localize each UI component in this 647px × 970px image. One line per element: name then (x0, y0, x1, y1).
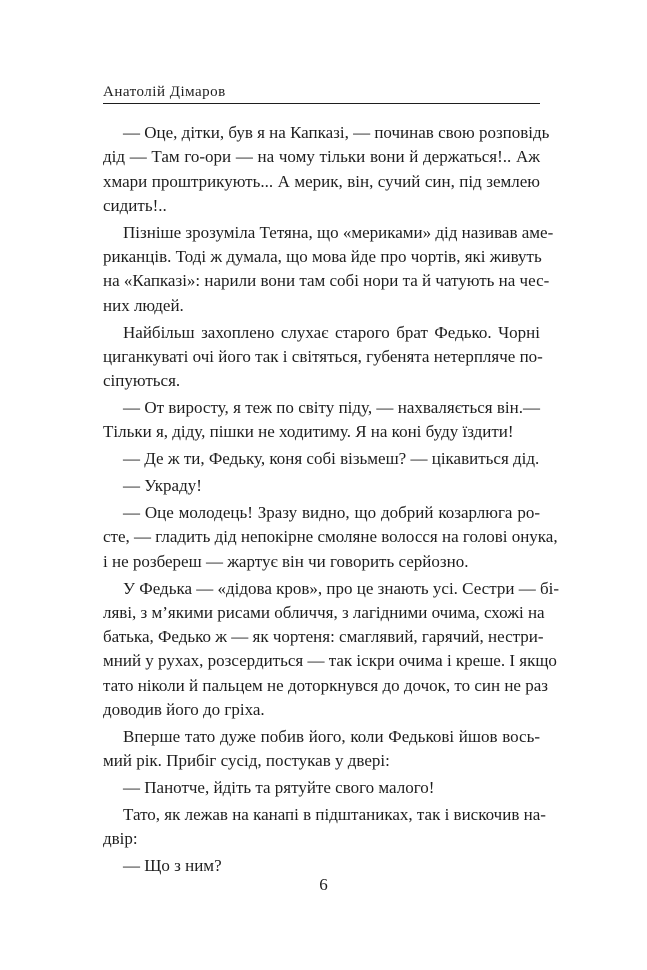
paragraph (103, 803, 546, 852)
text-line: — Оце молодець! Зразу видно, що добрий козарлюга ро- (123, 503, 540, 523)
text-line: сидить!.. (103, 195, 167, 215)
text-line: Вперше тато дуже побив його, коли Федькові йшов вось- (123, 726, 540, 746)
text-line: двір: (103, 829, 138, 849)
paragraph (103, 501, 558, 574)
paragraph (103, 725, 540, 774)
text-line: батька, Федько ж — як чортеня: смаглявий, гарячий, нестри- (103, 627, 544, 647)
text-line: У Федька — «дідова кров», про це знають усі. Сестри — бі- (123, 578, 559, 598)
text-line: — От виросту, я теж по світу піду, — нахваляється він.— (123, 398, 540, 418)
text-line: них людей. (103, 295, 184, 315)
text-line: на «Капказі»: нарили вони там собі нори та й чатують на чес- (103, 271, 550, 291)
text-line: Пізніше зрозуміла Тетяна, що «мериками» дід називав аме- (123, 222, 554, 242)
header-rule (103, 103, 540, 104)
text-line: мий рік. Прибіг сусід, постукав у двері: (103, 751, 390, 771)
paragraph (103, 321, 543, 394)
text-line: ляві, з м’якими рисами обличчя, з лагідними очима, схожі на (103, 602, 545, 622)
text-line: Тільки я, діду, пішки не ходитиму. Я на коні буду їздити! (103, 422, 514, 442)
text-line: доводив його до гріха. (103, 699, 265, 719)
paragraph (103, 121, 550, 218)
text-line: — Украду! (123, 476, 202, 496)
paragraph (103, 577, 559, 723)
paragraph (103, 776, 540, 800)
text-line: риканців. Тоді ж думала, що мова йде про чортів, які живуть (103, 247, 542, 267)
paragraph (103, 221, 554, 318)
text-line: циганкуваті очі його так і світяться, губенята нетерпляче по- (103, 346, 543, 366)
paragraph (103, 447, 540, 471)
text-line: і не розбереш — жартує він чи говорить серйозно. (103, 551, 469, 571)
text-line: — Де ж ти, Федьку, коня собі візьмеш? — цікавиться дід. (123, 449, 540, 469)
text-line: — Що з ним? (123, 856, 222, 876)
paragraph (103, 474, 540, 498)
text-line: сіпуються. (103, 371, 181, 391)
text-line: хмари проштрикують... А мерик, він, сучий син, під землею (103, 171, 540, 191)
running-title: Анатолій Дімаров (103, 84, 226, 100)
text-line: мний у рухах, розсердиться — так іскри очима і креше. І якщо (103, 651, 557, 671)
text-line: — Панотче, йдіть та рятуйте свого малого! (123, 778, 435, 798)
body-text (103, 121, 559, 881)
text-line: сте, — гладить дід непокірне смоляне волосся на голові онука, (103, 527, 558, 547)
text-line: тато ніколи й пальцем не доторкнувся до дочок, то син не раз (103, 675, 548, 695)
text-line: Тато, як лежав на канапі в підштаниках, так і вискочив на- (123, 804, 546, 824)
text-line: дід — Там го-ори — на чому тільки вони й держаться!.. Аж (103, 147, 540, 167)
text-line: Найбільш захоплено слухає старого брат Федько. Чорні (123, 322, 540, 342)
page-number: 6 (319, 875, 328, 894)
paragraph (103, 396, 540, 445)
text-line: — Оце, дітки, був я на Капказі, — починав свою розповідь (123, 123, 550, 142)
